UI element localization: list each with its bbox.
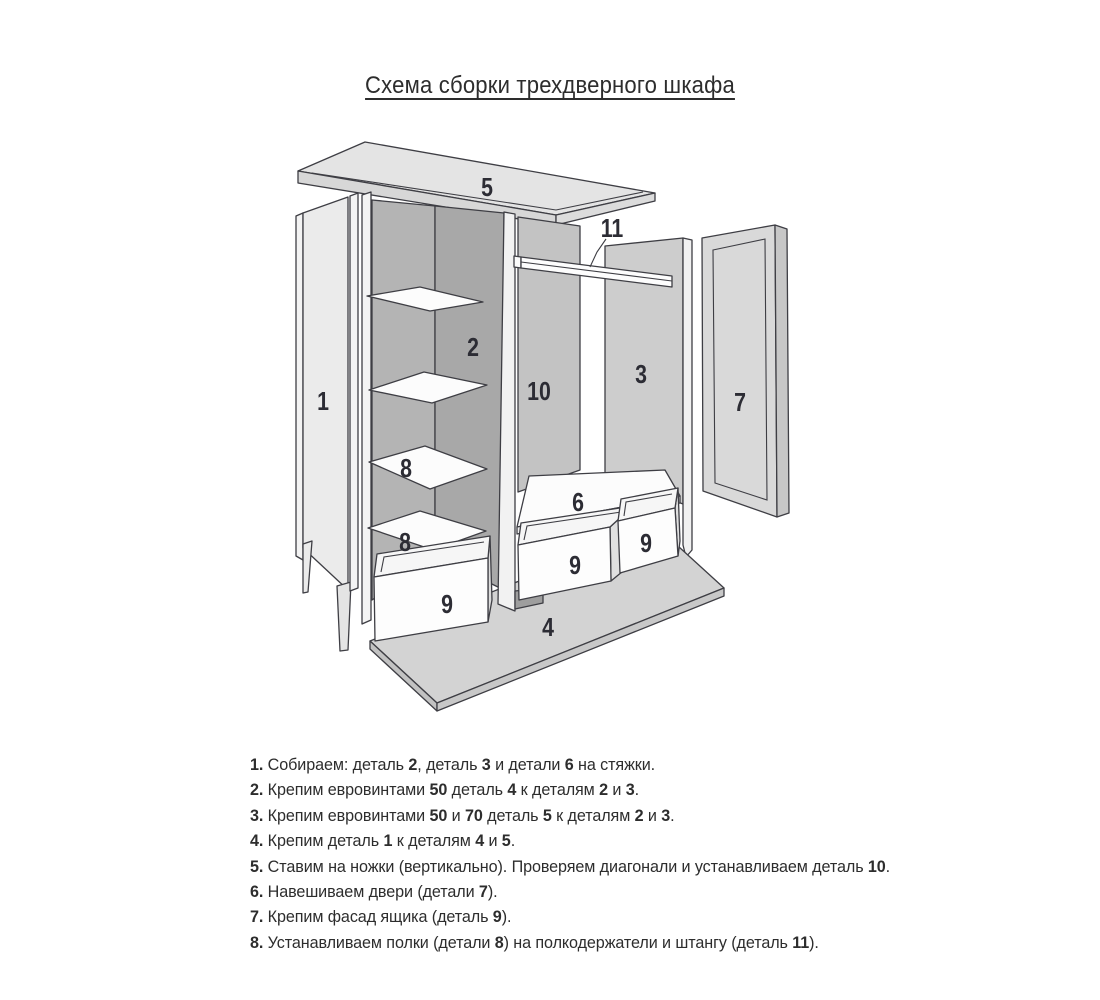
part-label-9: 9 [441,590,453,620]
part-label-4: 4 [542,613,554,643]
left-panel-leg-back [337,582,351,651]
instruction-step: 4. Крепим деталь 1 к деталям 4 и 5. [250,831,516,851]
part-label-9: 9 [569,551,581,581]
part-label-6: 6 [572,488,584,518]
instruction-step: 8. Устанавливаем полки (детали 8) на полкодержатели и штангу (деталь 11). [250,932,819,952]
part-label-8: 8 [400,454,412,484]
door-side-edge [775,225,789,517]
door [702,225,789,517]
instructions-list [250,752,891,955]
rod-end-cap [514,256,521,268]
instruction-step: 6. Навешиваем двери (детали 7). [250,882,498,902]
part-label-8: 8 [399,528,411,558]
instruction-step: 3. Крепим евровинтами 50 и 70 деталь 5 к деталям 2 и 3. [250,805,675,825]
instruction-step: 7. Крепим фасад ящика (деталь 9). [250,907,512,927]
part-label-5: 5 [481,173,493,203]
instruction-step: 5. Ставим на ножки (вертикально). Проверяем диагонали и устанавливаем деталь 10. [250,856,891,876]
left-panel-back-edge [350,193,358,591]
part-label-2: 2 [467,333,479,363]
instruction-step: 2. Крепим евровинтами 50 деталь 4 к деталям 2 и 3. [250,780,639,800]
left-side-panel [296,192,371,651]
part-label-3: 3 [635,360,647,390]
right-panel-front-edge [683,238,692,557]
part-label-1: 1 [317,387,329,417]
left-panel-leg-front [303,541,312,593]
part-label-9: 9 [640,529,652,559]
part-label-7: 7 [734,388,746,418]
page-title: Схема сборки трехдверного шкафа [365,72,735,99]
part-label-10: 10 [527,377,551,407]
part-label-11: 11 [600,214,624,244]
carcass-left-wall-edge [362,192,371,624]
left-panel-front-edge [296,213,303,560]
instruction-step: 1. Собираем: деталь 2, деталь 3 и детали 6 на стяжки. [250,755,656,774]
